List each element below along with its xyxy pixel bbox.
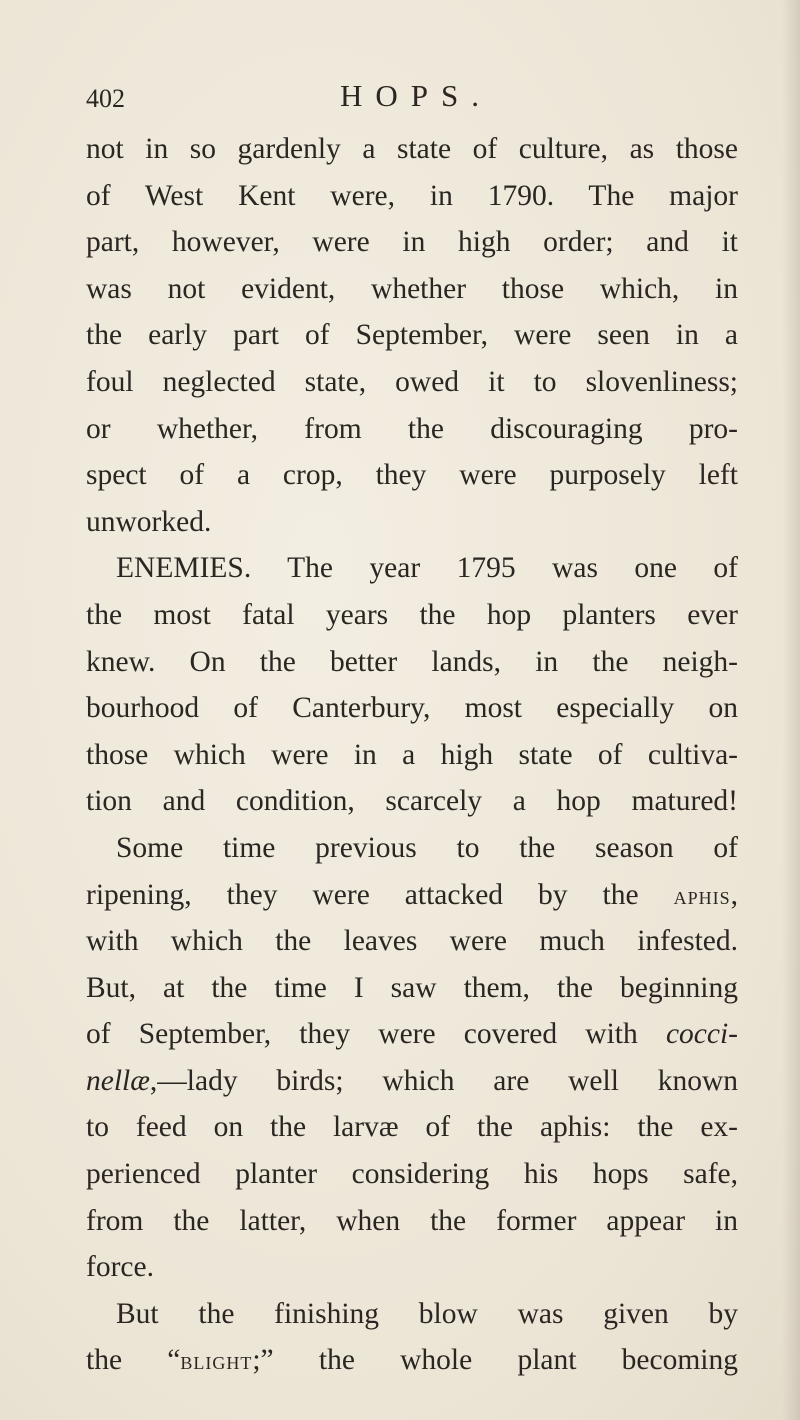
page-header (0, 78, 800, 118)
text-line: of West Kent were, in 1790. The major (86, 179, 738, 212)
text-line: to feed on the larvæ of the aphis: the ex- (86, 1111, 738, 1144)
small-caps-term: aphis (673, 880, 731, 910)
text-line: unworked. (86, 505, 212, 538)
text-line: the most fatal years the hop planters ever (86, 598, 738, 631)
body-text (86, 126, 738, 1384)
text-line: But, at the time I saw them, the beginning (86, 971, 738, 1004)
running-title: HOPS. (340, 78, 493, 113)
text-line: part, however, were in high order; and it (86, 226, 738, 259)
text-fragment: , (730, 878, 738, 911)
text-line: force. (86, 1251, 154, 1284)
text-line: was not evident, whether those which, in (86, 272, 738, 305)
text-fragment: ;” the whole plant becoming (252, 1344, 738, 1377)
text-line: But the finishing blow was given by (116, 1297, 738, 1330)
text-line (86, 1058, 738, 1105)
page-edge-shadow (782, 0, 800, 1420)
text-line (86, 872, 738, 919)
text-line: foul neglected state, owed it to slovenliness; (86, 365, 738, 398)
text-line: or whether, from the discouraging pro- (86, 412, 738, 445)
text-line: knew. On the better lands, in the neigh- (86, 645, 738, 678)
text-line: not in so gardenly a state of culture, as those (86, 133, 738, 165)
text-fragment: ripening, they were attacked by the (86, 878, 674, 911)
italic-term: cocci- (665, 1018, 738, 1051)
text-line: spect of a crop, they were purposely left (86, 459, 738, 492)
text-line: those which were in a high state of cultiva- (86, 738, 738, 771)
text-line: Some time previous to the season of (116, 831, 738, 864)
text-line: the early part of September, were seen in a (86, 319, 738, 352)
text-line: bourhood of Canterbury, most especially on (86, 692, 738, 725)
text-line (86, 1337, 738, 1384)
text-line: ENEMIES. The year 1795 was one of (116, 552, 738, 585)
text-line: from the latter, when the former appear in (86, 1204, 738, 1237)
small-caps-term: blight (180, 1346, 253, 1376)
text-line: tion and condition, scarcely a hop matured! (86, 785, 738, 818)
text-fragment: the “ (86, 1344, 181, 1377)
text-line (86, 1011, 738, 1058)
page-number: 402 (86, 84, 125, 113)
text-fragment: of September, they were covered with (86, 1018, 666, 1051)
italic-term: nellæ (86, 1064, 150, 1097)
text-fragment: ,—lady birds; which are well known (149, 1064, 738, 1097)
text-line: with which the leaves were much infested. (86, 925, 738, 958)
text-line: perienced planter considering his hops safe, (86, 1158, 738, 1191)
